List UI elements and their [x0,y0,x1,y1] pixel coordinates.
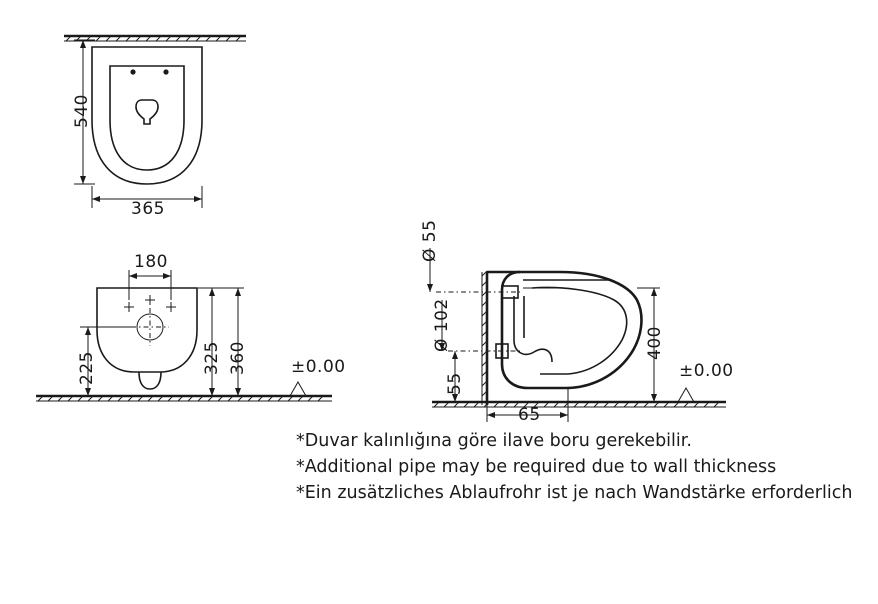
dim-top-view-width: 365 [131,199,165,219]
dim-front-height-to-fixings: 225 [77,351,97,385]
dim-side-projection: 400 [645,326,665,360]
note-turkish: *Duvar kalınlığına göre ilave boru gerekebilir. [296,431,692,451]
dim-side-projection-to-outlet: 65 [518,405,541,425]
note-german: *Ein zusätzliches Ablaufrohr ist je nach Wandstärke erforderlich [296,483,853,503]
dim-side-outlet-diameter: Ø 55 [420,219,440,262]
note-english: *Additional pipe may be required due to wall thickness [296,457,777,477]
level-marker-front: ±0.00 [291,357,346,377]
dim-front-fixing-centers: 180 [134,252,168,272]
dim-top-view-height: 540 [72,94,92,128]
dim-front-overall-height: 360 [228,341,248,375]
dim-front-height-to-pan-bottom: 325 [202,341,222,375]
level-marker-side: ±0.00 [679,361,734,381]
side-view-geometry [427,248,726,422]
dim-side-waste-diameter: Ø 102 [432,298,452,352]
dim-side-outlet-height: 55 [445,372,465,395]
